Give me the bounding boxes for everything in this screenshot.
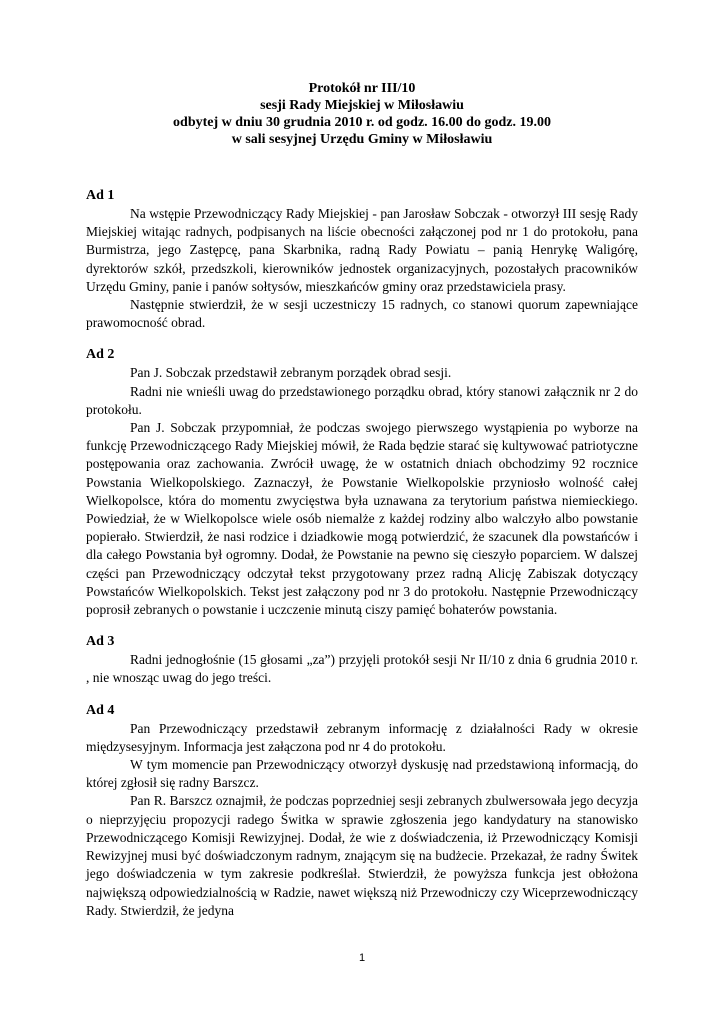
section-ad-1 <box>86 187 638 332</box>
section-heading: Ad 1 <box>86 188 115 203</box>
title-line-1: Protokół nr III/10 <box>308 81 416 96</box>
paragraph: Radni nie wnieśli uwag do przedstawionego porządku obrad, który stanowi załącznik nr 2 do protokołu. <box>86 383 638 417</box>
section-ad-2 <box>86 346 638 619</box>
section-ad-4 <box>86 702 638 920</box>
section-heading: Ad 3 <box>86 634 115 650</box>
title-line-4: w sali sesyjnej Urzędu Gminy w Miłosławiu <box>231 132 493 147</box>
paragraph: Pan R. Barszcz oznajmił, że podczas poprzedniej sesji zebranych zbulwersowała jego decyzja o nieprzyjęciu propozycji radego Świtka w sprawie zgłoszenia jego kandydatury na stanowisko Przewodniczącego Komisji Rewizyjnej. Dodał, że wie z doświadczenia, iż Przewodniczący Komisji Rewizyjnej musi być doświadczonym radnym, znającym się na budżecie. Przekazał, że radny Świtek jego doświadczenia w tym zakresie podkreślał. Stwierdził, że powyższa funkcja jest obłożona największą odpowiedzialnością w Radzie, nawet większą niż Przewodniczy czy Wiceprzewodniczący Rady. Stwierdził, że jedyna <box>86 793 638 918</box>
paragraph: Na wstępie Przewodniczący Rady Miejskiej - pan Jarosław Sobczak - otworzył III sesję Rady Miejskiej witając radnych, podpisanych na liście obecności załączonej pod nr 1 do protokołu, pana Burmistrza, jego Zastępcę, pana Skarbnika, radną Rady Powiatu – panią Henrykę Waligórę, dyrektorów szkół, przedszkoli, kierowników jednostek organizacyjnych, pozostałych pracowników Urzędu Gminy, panie i panów sołtysów, mieszkańców gminy oraz przedstawiciela prasy. <box>86 206 638 294</box>
section-heading: Ad 2 <box>86 347 115 363</box>
paragraph: Pan J. Sobczak przedstawił zebranym porządek obrad sesji. <box>130 365 452 381</box>
title-line-2: sesji Rady Miejskiej w Miłosławiu <box>260 98 464 113</box>
title-line-3: odbytej w dniu 30 grudnia 2010 r. od godz. 16.00 do godz. 19.00 <box>173 115 551 130</box>
paragraph: Radni jednogłośnie (15 głosami „za”) przyjęli protokół sesji Nr II/10 z dnia 6 grudnia 2010 r. , nie wnosząc uwag do jego treści. <box>86 652 638 686</box>
page-number: 1 <box>358 952 366 964</box>
paragraph: Następnie stwierdził, że w sesji uczestniczy 15 radnych, co stanowi quorum zapewniające prawomocność obrad. <box>86 297 638 331</box>
paragraph: Pan Przewodniczący przedstawił zebranym informację z działalności Rady w okresie międzysesyjnym. Informacja jest załączona pod nr 4 do protokołu. <box>86 720 638 754</box>
paragraph: Pan J. Sobczak przypomniał, że podczas swojego pierwszego wystąpienia po wyborze na funkcję Przewodniczącego Rady Miejskiej mówił, że Rada będzie starać się kultywować patriotyczne postępowania oraz zachowania. Zwrócił uwagę, że w ostatnich dniach obchodzimy 92 rocznice Powstania Wielkopolskiego. Zaznaczył, że Powstanie Wielkopolskie przyniosło wolność całej Wielkopolsce, która do momentu zwycięstwa była uznawana za terytorium państwa niemieckiego. Powiedział, że w Wielkopolsce wiele osób niemalże z każdej rodziny albo walczyło albo powstanie popierało. Stwierdził, że nasi rodzice i dziadkowie mogą potwierdzić, że szacunek dla powstańców i dla całego Powstania był ogromny. Dodał, że Powstanie na pewno się cieszyło poparciem. W dalszej części pan Przewodniczący odczytał tekst przygotowany przez radną Alicję Zabiszak dotyczący Powstańców Wielkopolskich. Tekst jest załączony pod nr 3 do protokołu. Następnie Przewodniczący poprosił zebranych o powstanie i uczczenie minutą ciszy pamięć bohaterów powstania. <box>86 420 638 618</box>
section-ad-3 <box>86 633 638 687</box>
document-title <box>0 80 724 148</box>
section-heading: Ad 4 <box>86 702 115 718</box>
document-body <box>86 187 638 934</box>
paragraph: W tym momencie pan Przewodniczący otworzył dyskusję nad przedstawioną informacją, do której zgłosił się radny Barszcz. <box>86 757 638 791</box>
